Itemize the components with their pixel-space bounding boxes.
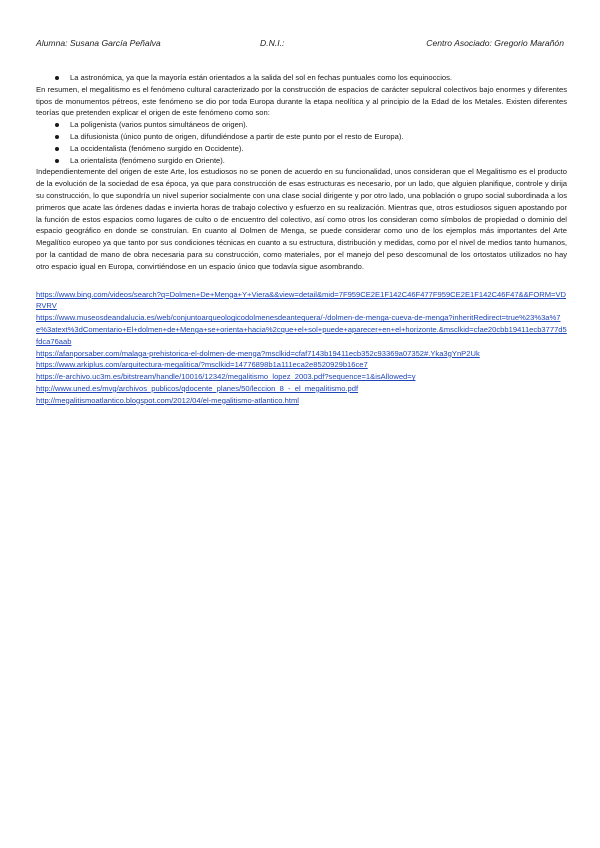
summary-paragraph: En resumen, el megalitismo es el fenómeno cultural caracterizado por la construcción de espacios de carácter sepulcral colectivos bajo enormes y diferentes tipos de monumentos pétreos, este fenómeno se dio por toda Europa durante la etapa neolítica y al principio de la Edad de los Metales. Existen diferentes teorías que pretenden explicar el origen de este fenómeno como son: xyxy=(36,84,567,118)
bullet-icon xyxy=(55,159,59,163)
bullet-icon xyxy=(55,135,59,139)
reference-link-afanporsaber[interactable]: https://afanporsaber.com/malaga-prehistorica-el-dolmen-de-menga?msclkid=cfaf7143b19411ecb352c93369a07352#.Yka3gYnP2Uk xyxy=(36,348,480,358)
list-item-text: La orientalista (fenómeno surgido en Oriente). xyxy=(70,155,225,165)
list-item-text: La occidentalista (fenómeno surgido en Occidente). xyxy=(70,143,244,153)
associated-center: Centro Asociado: Gregorio Marañón xyxy=(426,38,564,48)
reference-link-megalitismo-blog[interactable]: http://megalitismoatlantico.blogspot.com/2012/04/el-megalitismo-atlantico.html xyxy=(36,395,299,405)
list-item-theory xyxy=(36,155,567,167)
references-list xyxy=(36,289,567,407)
reference-link-bing-video[interactable]: https://www.bing.com/videos/search?q=Dolmen+De+Menga+Y+Viera&&view=detail&mid=7F959CE2E1F142C46F477F959CE2E1F142C46F47&&FORM=VDRVRV xyxy=(36,289,567,311)
reference-link-e-archivo-uc3m[interactable]: https://e-archivo.uc3m.es/bitstream/handle/10016/12342/megalitismo_lopez_2003.pdf?sequence=1&isAllowed=y xyxy=(36,372,416,382)
reference-link-uned[interactable]: http://www.uned.es/mvg/archivos_publicos/qdocente_planes/50/leccion_8_-_el_megalitismo.pdf xyxy=(36,383,359,393)
list-item-theory xyxy=(36,131,567,143)
list-item-text: La difusionista (único punto de origen, difundiéndose a partir de este punto por el resto de Europa). xyxy=(70,131,404,141)
bullet-icon xyxy=(55,147,59,151)
bullet-icon xyxy=(55,123,59,127)
conclusion-paragraph: Independientemente del origen de este Arte, los estudiosos no se ponen de acuerdo en su funcionalidad, unos consideran que el Megalitismo es el producto de la evolución de la sociedad de esa época, ya que para construcción de esas estructuras es necesario, por un lado, que alguien planifique, controle y dirija su construcción, lo que supondría un nivel superior socialmente con una clase social dirigente y por otro lado, una población o grupo social subordinada a los primeros que acate las órdenes dadas e invierta horas de trabajo colectivo y esfuerzo en su realización. Mientras que, otros estudiosos siguen apostando por la función de estos espacios como lugares de culto o de encuentro del colectivo, así como otros los consideran como símbolos de propiedad o dominio del espacio geográfico en donde se construían. En cuanto al Dolmen de Menga, se puede considerar como uno de los ejemplos más importantes del Arte Megalítico europeo ya que tanto por sus condiciones técnicas en cuanto a su estructura, distribución y medidas, como por el nivel de medios tanto humanos, por la cantidad de mano de obra necesaria para su construcción, como materiales, por el manejo del peso descomunal de los ortostatos utilizados no hay otro espacio igual en Europa, convirtiéndose en un espacio único que todavía sigue asombrando. xyxy=(36,167,567,271)
reference-link-museos-andalucia[interactable]: https://www.museosdeandalucia.es/web/conjuntoarqueologicodolmenesdeantequera/-/dolmen-de-menga-cueva-de-menga?inheritRedirect=true%23%3a%7e%3atext%3dComentario+El+dolmen+de+Menga+se+orienta+hacia%2cque+el+sol+puede+aparecer+en+el+horizonte.&msclkid=cfae20cbb19411ecb3777d5fdca76aab xyxy=(36,313,567,346)
bullet-icon xyxy=(55,76,59,80)
list-item-text: La astronómica, ya que la mayoría están orientados a la salida del sol en fechas puntuales como los equinoccios. xyxy=(70,73,453,82)
list-item-theory xyxy=(36,143,567,155)
list-item-text: La poligenista (varios puntos simultáneos de origen). xyxy=(70,120,248,130)
student-name: Alumna: Susana García Peñalva xyxy=(36,38,161,48)
list-item-astronomica xyxy=(36,72,567,84)
reference-link-arkiplus[interactable]: https://www.arkiplus.com/arquitectura-megalitica/?msclkid=14776898b1a111eca2e8520929b16ce7 xyxy=(36,360,368,370)
document-body xyxy=(36,72,567,407)
list-item-theory xyxy=(36,119,567,131)
dni-label: D.N.I.: xyxy=(260,38,285,48)
